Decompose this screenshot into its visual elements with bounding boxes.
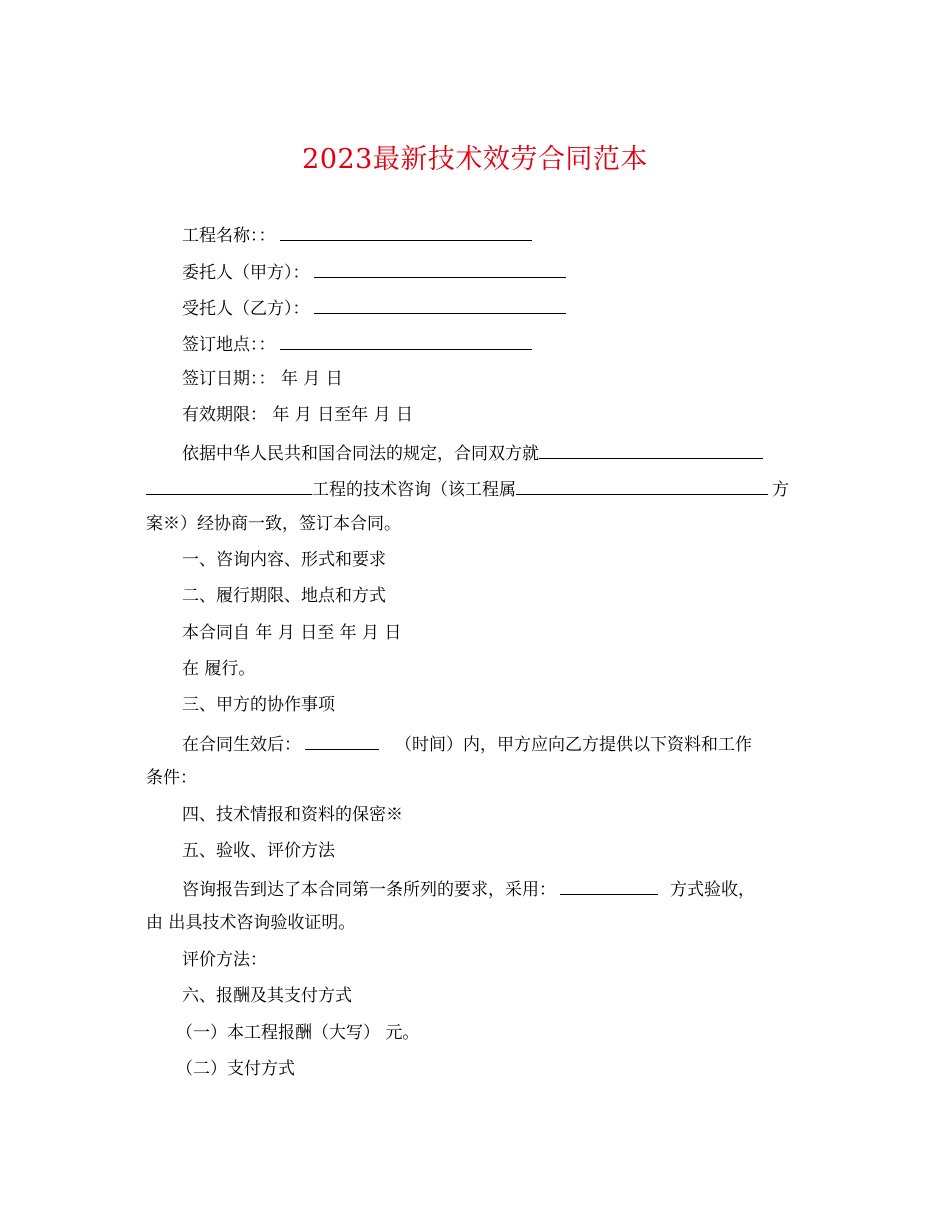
section-5-text-line-1: [182, 876, 755, 902]
field-validity: 有效期限： 年 月 日至年 月 日: [182, 405, 414, 425]
section-5-heading: 五、验收、评价方法: [182, 841, 335, 861]
blank-line[interactable]: [280, 331, 532, 350]
intro-line-2: [146, 476, 789, 502]
document-title: 2023最新技术效劳合同范本: [302, 144, 648, 175]
blank-line[interactable]: [516, 476, 768, 495]
intro-text: 依据中华人民共和国合同法的规定，合同双方就: [182, 444, 539, 464]
intro-text-fang: 方: [772, 480, 789, 500]
section-3-text-line-2: 条件：: [146, 768, 197, 788]
field-label: 签订地点：：: [182, 335, 276, 355]
intro-line-3: [146, 512, 401, 536]
clause-text: 在合同生效后：: [182, 735, 301, 755]
clause-text: 咨询报告到达了本合同第一条所列的要求，采用：: [182, 880, 556, 900]
field-contractor: [182, 295, 566, 321]
section-2-heading: 二、履行期限、地点和方式: [182, 586, 386, 606]
section-5-text-line-2: 由 出具技术咨询验收证明。: [146, 913, 356, 933]
intro-text: 案※）经协商一致，签订本合同。: [146, 514, 401, 534]
intro-text: 工程的技术咨询（该工程属: [312, 480, 516, 500]
section-4-heading: 四、技术情报和资料的保密※: [182, 805, 403, 825]
field-sign-date: 签订日期：： 年 月 日: [182, 369, 343, 389]
blank-line[interactable]: [539, 440, 763, 459]
blank-line[interactable]: [146, 476, 312, 495]
section-3-text-line-1: [182, 731, 752, 757]
section-5-eval: 评价方法：: [182, 950, 267, 970]
intro-line-1: [182, 440, 763, 466]
section-2-place: 在 履行。: [182, 659, 256, 679]
field-label: 委托人（甲方）：: [182, 263, 310, 283]
section-6-heading: 六、报酬及其支付方式: [182, 986, 352, 1006]
section-6-item-2: （二）支付方式: [176, 1059, 295, 1079]
blank-line[interactable]: [280, 222, 532, 241]
blank-line[interactable]: [314, 295, 566, 314]
field-sign-place: [182, 331, 532, 357]
clause-text: 方式验收，: [670, 880, 755, 900]
field-label: 受托人（乙方）：: [182, 299, 310, 319]
section-6-item-1: （一）本工程报酬（大写） 元。: [176, 1023, 420, 1043]
field-label: 工程名称：：: [182, 226, 276, 246]
section-2-term: 本合同自 年 月 日至 年 月 日: [182, 623, 402, 643]
blank-line[interactable]: [560, 876, 658, 895]
clause-text: （时间）内，甲方应向乙方提供以下资料和工作: [395, 735, 752, 755]
blank-line[interactable]: [305, 731, 379, 750]
field-client: [182, 259, 566, 285]
section-3-heading: 三、甲方的协作事项: [182, 695, 335, 715]
field-project-name: [182, 222, 532, 248]
blank-line[interactable]: [314, 259, 566, 278]
section-1-heading: 一、咨询内容、形式和要求: [182, 550, 386, 570]
